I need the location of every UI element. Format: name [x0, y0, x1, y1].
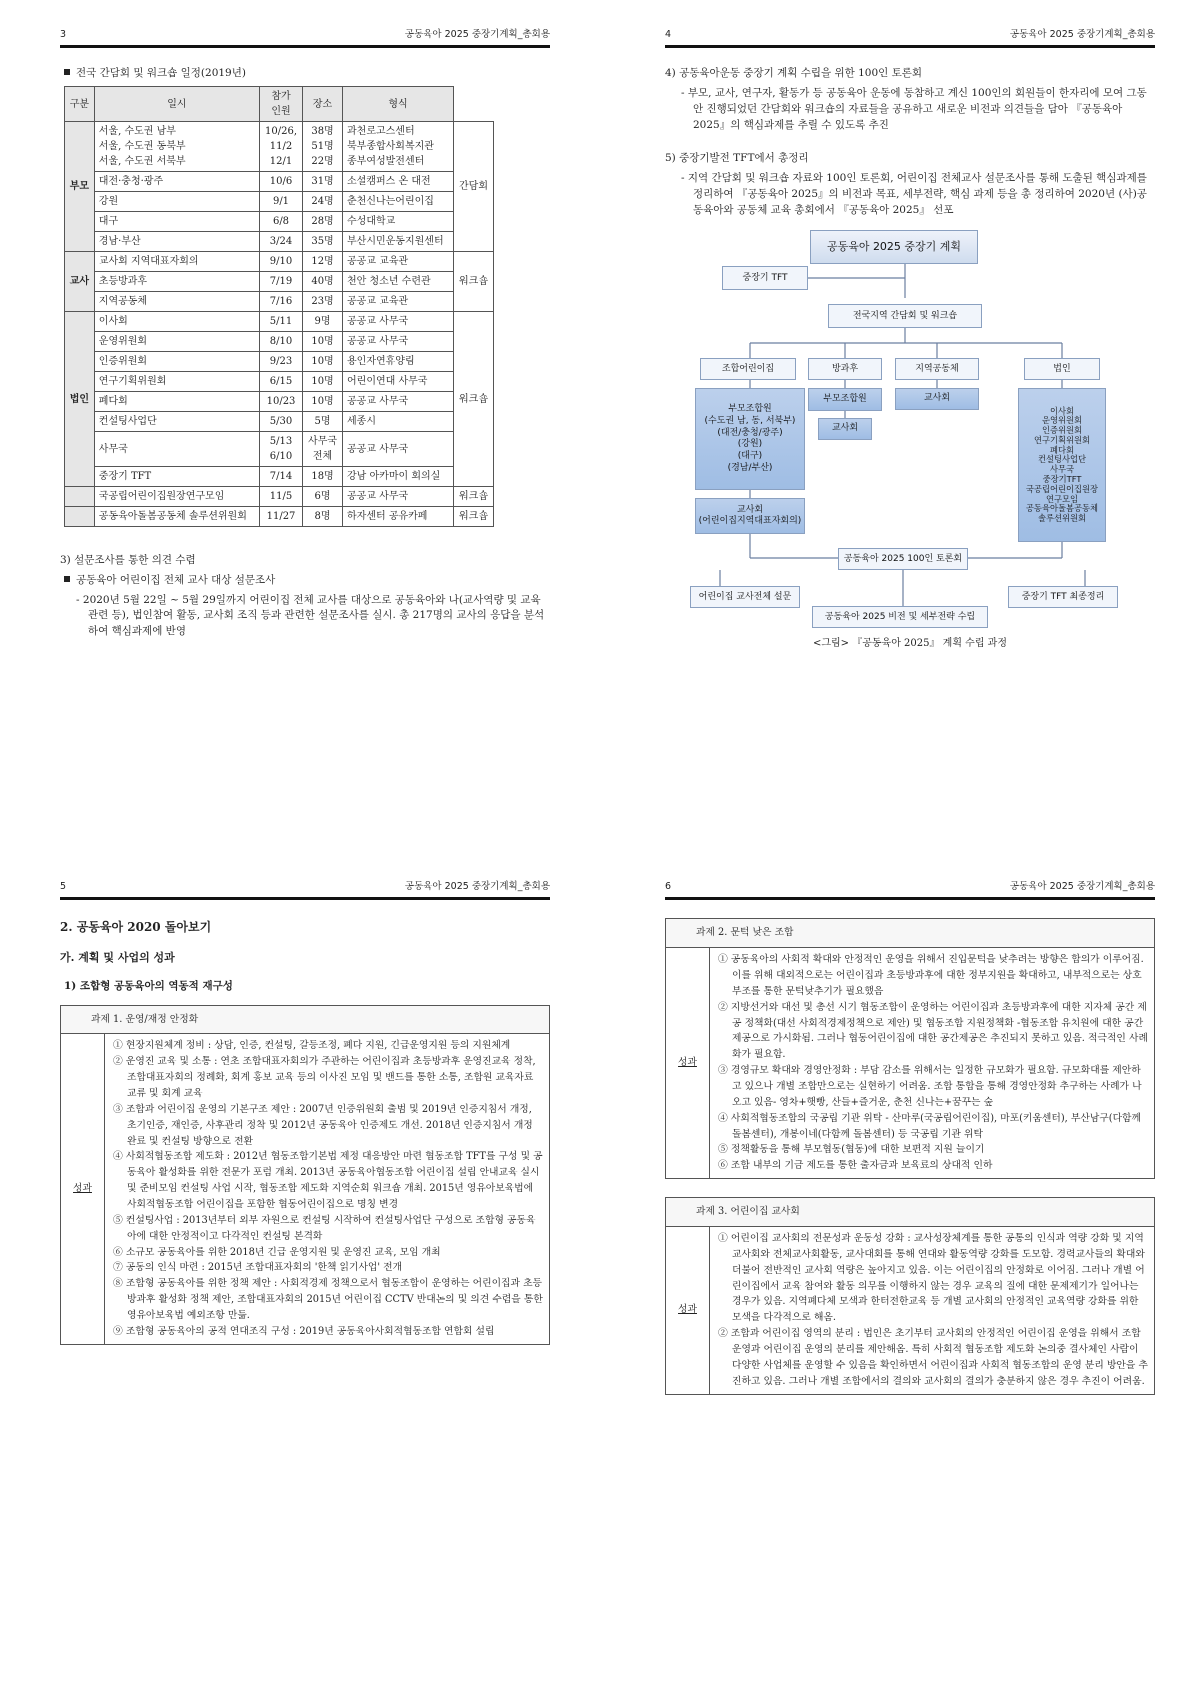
table-cell: 5/30	[259, 412, 302, 432]
table-cell: 공공교 사무국	[343, 312, 454, 332]
table-cell: 소셜캠퍼스 온 대전	[343, 172, 454, 192]
table-cell: 31명	[303, 172, 343, 192]
schedule-table	[64, 86, 494, 527]
item-heading: 1) 조합형 공동육아의 역동적 재구성	[64, 979, 233, 992]
table-cell: 컨설팅사업단	[94, 412, 259, 432]
process-diagram	[690, 228, 1120, 628]
table-cell: 9/1	[259, 192, 302, 212]
table-cell: 8명	[303, 507, 343, 527]
table-cell: 강원	[94, 192, 259, 212]
format-cell: 워크숍	[454, 507, 494, 527]
table-cell: 어린이연대 사무국	[343, 372, 454, 392]
table-cell: 공공교 사무국	[343, 487, 454, 507]
format-cell: 간담회	[454, 122, 494, 252]
local-box: 지역공동체	[895, 358, 979, 380]
table-cell: 6명	[303, 487, 343, 507]
table-cell: 9/23	[259, 352, 302, 372]
doc-title: 공동육아 2025 중장기계획_총회용	[404, 29, 550, 40]
survey-detail: - 2020년 5월 22일 ~ 5월 29일까지 어린이집 전체 교사를 대상으로 공동육아와 나(교사역량 및 교육 관련 등), 법인참여 활동, 교사회 조직 등과 관련한 설문조사를 실시. 총 217명의 교사의 응답을 분석하여 핵심과제에 반영	[76, 593, 545, 637]
result-item: ⑧ 조합형 공동육아를 위한 정책 제안 : 사회적경제 정책으로서 협동조합이 운영하는 어린이집과 초등방과후 활성화 정책 제안, 조합대표자회의 2015년 어린이집 CCTV 반대논의 및 의견 수렴을 통한 영유아보육법 예외조항 만듦.	[113, 1278, 543, 1321]
format-cell: 워크숍	[454, 312, 494, 487]
subsection-heading: 가. 계획 및 사업의 성과	[60, 951, 175, 965]
survey-box: 어린이집 교사전체 설문	[690, 586, 800, 608]
coop-box: 조합어린이집	[700, 358, 796, 380]
group-label	[65, 487, 95, 507]
table-row	[65, 372, 494, 392]
table-cell: 40명	[303, 272, 343, 292]
local-teachers-box: 교사회	[895, 388, 979, 410]
parents-box: 부모조합원 (수도권 남, 동, 서북부) (대전/충청/광주) (강원) (대구) (경남/부산)	[695, 388, 805, 490]
table-cell: 10/6	[259, 172, 302, 192]
task-items	[710, 1227, 1154, 1394]
table-cell: 경남·부산	[94, 232, 259, 252]
result-label: 성과	[61, 1034, 105, 1343]
table-row	[65, 192, 494, 212]
task-items	[710, 948, 1154, 1178]
table-cell: 공공교 사무국	[343, 332, 454, 352]
table-row	[65, 412, 494, 432]
page-4	[665, 28, 1155, 828]
result-item: ⑤ 정책활동을 통해 부모협동(협동)에 대한 보편적 지원 늘이기	[718, 1144, 985, 1156]
nation-meeting-box: 전국지역 간담회 및 워크숍	[828, 304, 982, 328]
result-item: ④ 사회적협동조합 제도화 : 2012년 협동조합기본법 제정 대응방안 마련 협동조합 TFT를 구성 및 공동육아 활성화를 위한 전문가 포럼 개최. 2013년 공동육아협동조합 어린이집 설립 안내교육 실시 및 준비모임 컨설팅 사업 시작, 협동조합 제도화 지역순회 워크숍 개최. 2015년 영유아보육법에 사회적협동조합 어린이집을 포함한 협동어린이집으로 명칭 변경	[113, 1151, 543, 1210]
result-item: ① 현장지원체계 정비 : 상담, 인증, 컨설팅, 갈등조정, 폐다 지원, 긴급운영지원 등의 지원체계	[113, 1040, 511, 1052]
forum-detail: - 부모, 교사, 연구자, 활동가 등 공동육아 운동에 동참하고 계신 100인의 회원들이 한자리에 모여 그동안 진행되었던 간담회와 워크숍의 자료들을 공유하고 새로운 비전과 의견들을 담아 『공동육아 2025』의 핵심과제를 추릴 수 있도록 추진	[681, 87, 1147, 131]
result-item: ① 어린이집 교사회의 전문성과 운동성 강화 : 교사성장체계를 통한 공통의 인식과 역량 강화 및 지역교사회와 전체교사회활동, 교사대회를 통해 연대와 활동역량 강화를 도모함. 경력교사들의 확대와 더불어 전반적인 교사회 역량은 높아지고 있음. 이는 어린이집의 안정화로 이어짐. 그러나 개별 어린이집에서 교육 참여와 활동 의무를 이행하지 않는 경우 교육의 질에 대한 문제제기가 일어나는 경우가 있음. 지역폐다체 모색과 한터전한교육 등 개별 교사회의 안정적인 교육역량 강화를 위한 모색을 다각적으로 해옴.	[718, 1233, 1145, 1324]
task-title: 과제 1. 운영/재정 안정화	[61, 1006, 549, 1035]
table-cell: 11/5	[259, 487, 302, 507]
after-parents-box: 부모조합원	[808, 388, 882, 411]
result-item: ⑦ 공동의 인식 마련 : 2015년 조합대표자회의 '한책 읽기사업' 전개	[113, 1262, 403, 1274]
table-row	[65, 252, 494, 272]
group-label	[65, 507, 95, 527]
table-header: 일시	[94, 87, 259, 122]
page-number: 6	[665, 881, 672, 892]
result-label: 성과	[666, 948, 710, 1178]
table-cell: 5/11	[259, 312, 302, 332]
table-header: 장소	[303, 87, 343, 122]
table-cell: 서울, 수도권 남부 서울, 수도권 동북부 서울, 수도권 서북부	[94, 122, 259, 172]
figure-caption: <그림> 『공동육아 2025』 계획 수립 과정	[812, 638, 1008, 650]
forum-section-title: 4) 공동육아운동 중장기 계획 수립을 위한 100인 토론회	[665, 67, 923, 80]
table-cell: 천안 청소년 수련관	[343, 272, 454, 292]
table-row	[65, 487, 494, 507]
page-number: 3	[60, 29, 67, 40]
table-cell: 공공교 사무국	[343, 432, 454, 467]
table-cell: 교사회 지역대표자회의	[94, 252, 259, 272]
group-label: 법인	[65, 312, 95, 487]
table-cell: 8/10	[259, 332, 302, 352]
table-row	[65, 507, 494, 527]
table-cell: 인증위원회	[94, 352, 259, 372]
table-cell: 7/14	[259, 467, 302, 487]
table-cell: 5/13 6/10	[259, 432, 302, 467]
table-cell: 9/10	[259, 252, 302, 272]
task-1-box	[60, 1005, 550, 1345]
corp-box: 법인	[1024, 358, 1100, 380]
table-cell: 지역공동체	[94, 292, 259, 312]
table-row	[65, 122, 494, 172]
page-5	[60, 880, 550, 1680]
result-item: ⑥ 조합 내부의 기금 제도를 통한 출자금과 보육료의 상대적 인하	[718, 1160, 993, 1172]
table-cell: 공동육아돌봄공동체 솔루션위원회	[94, 507, 259, 527]
table-cell: 7/19	[259, 272, 302, 292]
table-cell: 28명	[303, 212, 343, 232]
table-cell: 부산시민운동지원센터	[343, 232, 454, 252]
table-cell: 10/26, 11/2 12/1	[259, 122, 302, 172]
survey-section-title: 3) 설문조사를 통한 의견 수렴	[60, 554, 196, 566]
table-row	[65, 232, 494, 252]
table-cell: 공공교 사무국	[343, 392, 454, 412]
result-item: ② 운영진 교육 및 소통 : 연초 조합대표자회의가 주관하는 어린이집과 초등방과후 운영진교육 정착, 조합대표자회의 정례화, 회계 홍보 교육 등의 이사진 모임 및 밴드를 통한 소통, 조합원 교육자료 교류 및 회계 교육	[113, 1056, 536, 1099]
schedule-title: 전국 간담회 및 워크숍 일정(2019년)	[76, 67, 246, 80]
page-header	[60, 880, 550, 900]
table-cell: 초등방과후	[94, 272, 259, 292]
table-cell: 공공교 교육관	[343, 252, 454, 272]
table-cell: 10명	[303, 372, 343, 392]
table-header: 구분	[65, 87, 95, 122]
table-cell: 38명 51명 22명	[303, 122, 343, 172]
table-cell: 춘천신나는어린이집	[343, 192, 454, 212]
result-item: ⑨ 조합형 공동육아의 공적 연대조직 구성 : 2019년 공동육아사회적협동조합 연합회 설립	[113, 1325, 495, 1337]
result-item: ③ 조합과 어린이집 운영의 기본구조 제안 : 2007년 인증위원회 출범 및 2019년 인증지침서 개정, 초기인증, 재인증, 사후관리 정착 및 2012년 공동육아 인증제도 개선. 2018년 인증지침서 개정 완료 및 컨설팅 방향으로 전환	[113, 1103, 533, 1147]
table-cell: 폐다회	[94, 392, 259, 412]
table-row	[65, 432, 494, 467]
survey-bullet: 공동육아 어린이집 전체 교사 대상 설문조사	[76, 573, 276, 586]
table-cell: 12명	[303, 252, 343, 272]
table-row	[65, 332, 494, 352]
table-cell: 23명	[303, 292, 343, 312]
survey-bullet-item	[64, 573, 550, 589]
table-cell: 7/16	[259, 292, 302, 312]
result-item: ② 조합과 어린이집 영역의 분리 : 법인은 초기부터 교사회의 안정적인 어린이집 운영을 위해서 조합운영과 어린이집 운영의 분리를 제안해옴. 특히 사회적 협동조합 제도화 논의중 결사체인 사람이 다양한 사업체를 운영할 수 있음을 확인하면서 어린이집과 사회적 협동조합의 운영 분리 방안을 추진하고 있음. 그러나 개별 조합에서의 결의와 교사회의 결의가 충분하지 않은 경우 추진이 어려움.	[718, 1328, 1148, 1387]
page-6	[665, 880, 1155, 1680]
tft-detail: - 지역 간담회 및 워크숍 자료와 100인 토론회, 어린이집 전체교사 설문조사를 통해 도출된 핵심과제를 정리하여 『공동육아 2025』의 비전과 목표, 세부전략, 핵심 과제 등을 총 정리하여 2020년 (사)공동육아와 공동체 교육 총회에서 『공동육아 2025』 선포	[681, 172, 1147, 216]
doc-title: 공동육아 2025 중장기계획_총회용	[1009, 29, 1155, 40]
table-cell: 24명	[303, 192, 343, 212]
page-3	[60, 28, 550, 828]
result-item: ③ 경영규모 확대와 경영안정화 : 부담 감소를 위해서는 일정한 규모화가 필요함. 규모화대를 제안하고 있으나 개별 조합만으로는 실현하기 어려움. 조합 통합을 통해 경영안정화 추구하는 사례가 나오고 있음- 영차+햇빵, 산들+즐거운, 춘천 신나는+꿈꾸는 숲	[718, 1065, 1142, 1108]
schedule-heading	[64, 66, 550, 82]
result-label: 성과	[666, 1227, 710, 1394]
table-cell: 10명	[303, 392, 343, 412]
table-cell: 18명	[303, 467, 343, 487]
section-heading: 2. 공동육아 2020 돌아보기	[60, 920, 212, 935]
table-cell: 3/24	[259, 232, 302, 252]
table-cell: 수성대학교	[343, 212, 454, 232]
table-cell: 11/27	[259, 507, 302, 527]
task-title: 과제 2. 문턱 낮은 조합	[666, 919, 1154, 948]
table-cell: 대전·충청·광주	[94, 172, 259, 192]
format-cell: 워크숍	[454, 252, 494, 312]
table-cell: 6/8	[259, 212, 302, 232]
doc-title: 공동육아 2025 중장기계획_총회용	[1009, 881, 1155, 892]
table-cell: 운영위원회	[94, 332, 259, 352]
page-header	[60, 28, 550, 48]
table-row	[65, 292, 494, 312]
table-row	[65, 272, 494, 292]
afterschool-box: 방과후	[808, 358, 882, 380]
table-cell: 강남 아카마이 회의실	[343, 467, 454, 487]
table-cell: 이사회	[94, 312, 259, 332]
task-3-box	[665, 1197, 1155, 1394]
table-cell: 과천로고스센터 북부종합사회복지관 종부여성발전센터	[343, 122, 454, 172]
result-item: ② 지방선거와 대선 및 총선 시기 협동조합이 운영하는 어린이집과 초등방과후에 대한 지자체 공간 제공 정책화(대선 사회적경제정책으로 제안) 및 협동조합 지원정책화 -협동조합 유치원에 대한 공간제공으로 가시화됨. 그러나 협동어린이집에 대한 공간제공은 추진되지 못하고 있음. 적극적인 사례화가 필요함.	[718, 1001, 1148, 1061]
table-cell: 세종시	[343, 412, 454, 432]
table-cell: 대구	[94, 212, 259, 232]
table-cell: 6/15	[259, 372, 302, 392]
result-item: ⑥ 소규모 공동육아를 위한 2018년 긴급 운영지원 및 운영진 교육, 모임 개최	[113, 1246, 441, 1258]
page-header	[665, 28, 1155, 48]
tft-box: 중장기 TFT	[722, 266, 808, 290]
table-cell: 국공립어린이집원장연구모임	[94, 487, 259, 507]
page-header	[665, 880, 1155, 900]
table-header: 형식	[343, 87, 454, 122]
page-number: 4	[665, 29, 672, 40]
table-cell: 10명	[303, 352, 343, 372]
page-number: 5	[60, 881, 67, 892]
format-cell: 워크숍	[454, 487, 494, 507]
task-2-box	[665, 918, 1155, 1179]
after-teachers-box: 교사회	[818, 418, 872, 440]
table-row	[65, 212, 494, 232]
task-title: 과제 3. 어린이집 교사회	[666, 1198, 1154, 1227]
forum-box: 공동육아 2025 100인 토론회	[838, 548, 968, 570]
tft-section-title: 5) 중장기발전 TFT에서 총정리	[665, 152, 809, 165]
table-row	[65, 467, 494, 487]
table-cell: 용인자연휴양림	[343, 352, 454, 372]
diagram-title-box: 공동육아 2025 중장기 계획	[810, 230, 978, 264]
result-item: ① 공동육아의 사회적 확대와 안정적인 운영을 위해서 진입문턱을 낮추려는 방향은 합의가 이루어짐. 이를 위해 대외적으로는 어린이집과 초등방과후에 대한 정부지원을 확대하고, 내부적으로는 상호부조를 통한 문턱낮추기가 필요했음	[718, 954, 1144, 997]
table-row	[65, 352, 494, 372]
table-cell: 9명	[303, 312, 343, 332]
corp-list-box: 이사회 운영위원회 인증위원회 연구기획위원회 폐다회 컨설팅사업단 사무국 중장기TFT 국공립어린이집원장 연구모임 공동육아돌봄공동체 솔루션위원회	[1018, 388, 1106, 542]
table-cell: 10/23	[259, 392, 302, 412]
table-cell: 사무국	[94, 432, 259, 467]
table-cell: 하자센터 공유카페	[343, 507, 454, 527]
table-cell: 중장기 TFT	[94, 467, 259, 487]
table-cell: 10명	[303, 332, 343, 352]
table-header: 참가 인원	[259, 87, 302, 122]
table-cell: 사무국 전체	[303, 432, 343, 467]
task-items	[105, 1034, 549, 1343]
final-box: 중장기 TFT 최종정리	[1008, 586, 1118, 608]
teachers-box: 교사회 (어린이집지역대표자회의)	[695, 498, 805, 534]
group-label: 교사	[65, 252, 95, 312]
table-cell: 5명	[303, 412, 343, 432]
table-row	[65, 172, 494, 192]
group-label: 부모	[65, 122, 95, 252]
table-cell: 35명	[303, 232, 343, 252]
doc-title: 공동육아 2025 중장기계획_총회용	[404, 881, 550, 892]
vision-box: 공동육아 2025 비전 및 세부전략 수립	[812, 606, 988, 628]
table-cell: 공공교 교육관	[343, 292, 454, 312]
result-item: ⑤ 컨설팅사업 : 2013년부터 외부 자원으로 컨설팅 시작하여 컨설팅사업단 구성으로 조합형 공동육아에 대한 안정적이고 다각적인 컨설팅 본격화	[113, 1214, 536, 1242]
table-row	[65, 312, 494, 332]
result-item: ④ 사회적협동조합의 국공립 기관 위탁 - 산마루(국공립어린이집), 마포(키움센터), 부산남구(다함께 돌봄센터), 개봉이네(다함께 돌봄센터) 등 국공립 기관 위탁	[718, 1112, 1141, 1140]
table-row	[65, 392, 494, 412]
table-cell: 연구기획위원회	[94, 372, 259, 392]
